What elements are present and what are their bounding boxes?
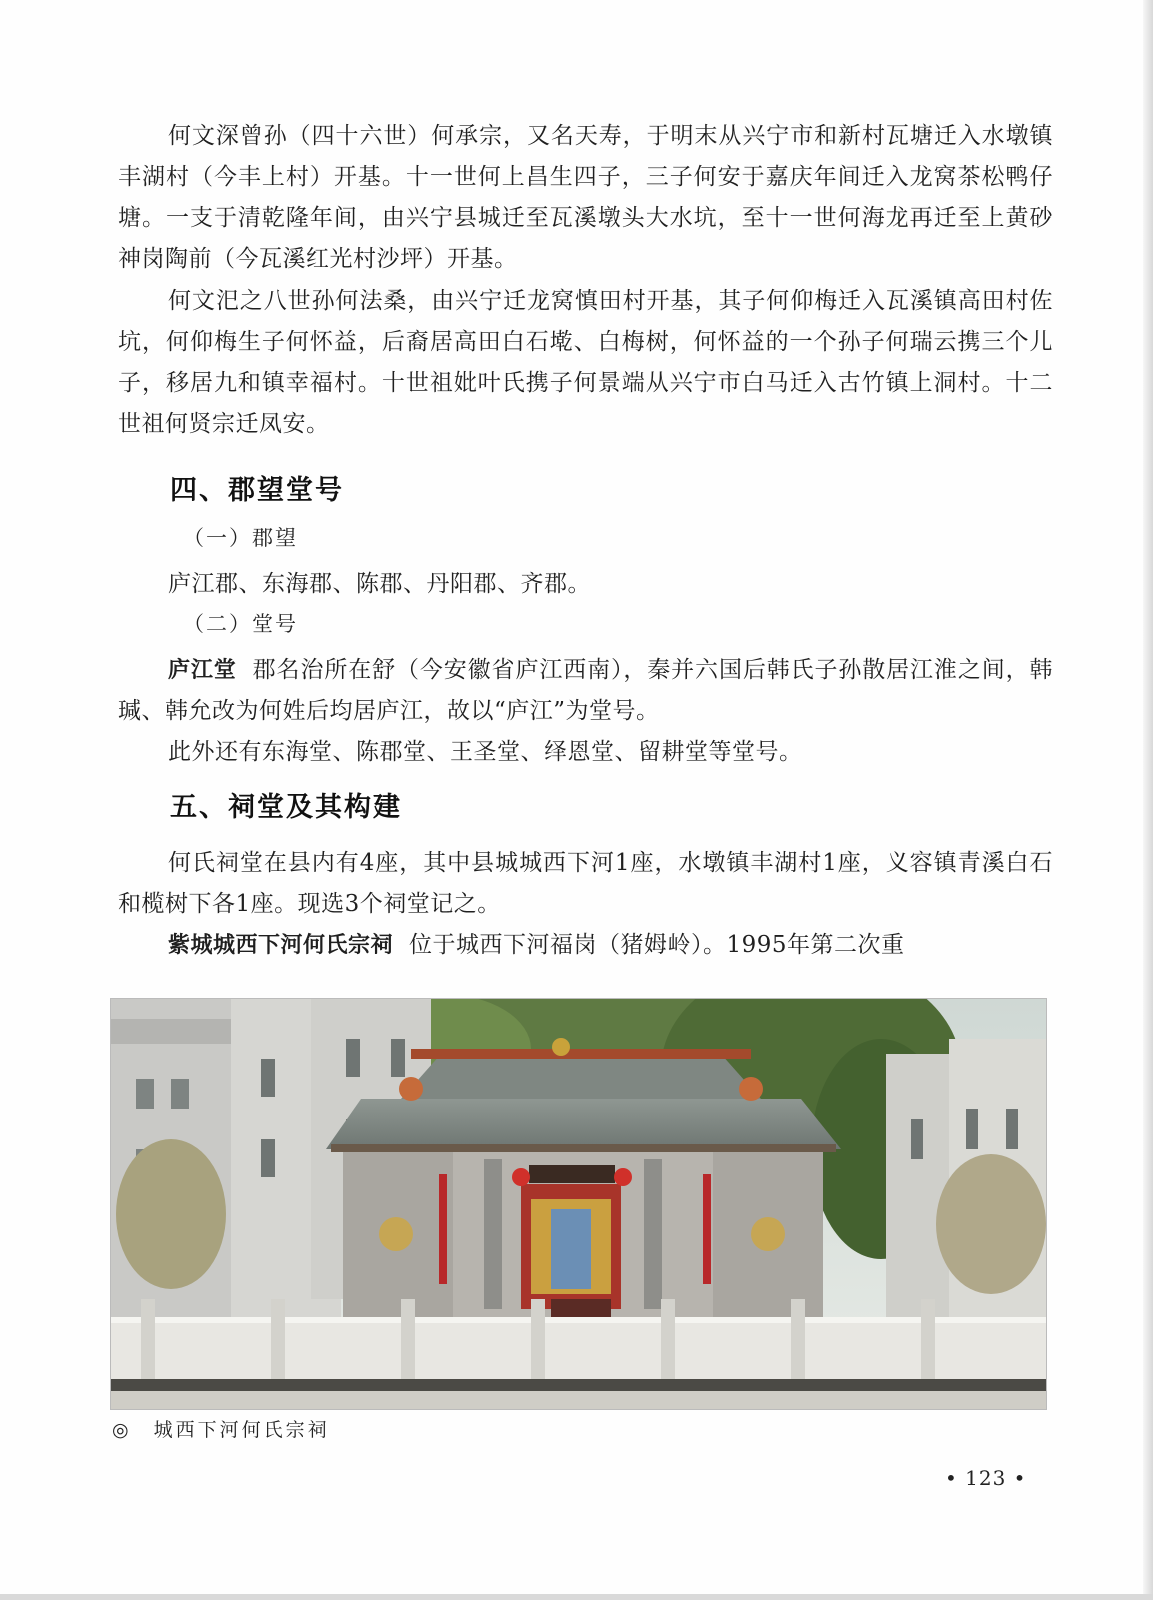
xiahe-lead-term: 紫城城西下河何氏宗祠 xyxy=(168,933,394,958)
ancestral-hall-photo xyxy=(110,998,1047,1410)
paragraph-2-text: 何文汜之八世孙何法桑，由兴宁迁龙窝慎田村开基，其子何仰梅迁入瓦溪镇高田村佐坑，何仰梅生子何怀益，后裔居高田白石墘、白梅树，何怀益的一个孙子何瑞云携三个儿子，移居九和镇幸福村。十世祖妣叶氏携子何景端从兴宁市白马迁入古竹镇上洞村。十二世祖何贤宗迁凤安。 xyxy=(118,288,1053,437)
paragraph-xiahe-temple xyxy=(118,925,1053,966)
lujiang-paragraph xyxy=(118,650,1053,732)
lujiang-body: 郡名治所在舒（今安徽省庐江西南），秦并六国后韩氏子孙散居江淮之间，韩瑊、韩允改为何姓后均居庐江，故以“庐江”为堂号。 xyxy=(118,657,1053,724)
xiahe-body: 位于城西下河福岗（猪姆岭）。1995年第二次重 xyxy=(409,932,905,958)
section-4-heading: 四、郡望堂号 xyxy=(170,475,344,506)
junwang-text: 庐江郡、东海郡、陈郡、丹阳郡、齐郡。 xyxy=(168,571,591,597)
page-edge-shadow xyxy=(1143,0,1153,1600)
ancestral-hall-illustration xyxy=(111,999,1046,1409)
ancestral-halls-text: 何氏祠堂在县内有4座，其中县城城西下河1座，水墩镇丰湖村1座，义容镇青溪白石和榄树下各1座。现选3个祠堂记之。 xyxy=(118,850,1053,917)
paragraph-ancestral-halls xyxy=(118,843,1053,925)
subheading-tanghao: （二）堂号 xyxy=(183,612,298,636)
figure-caption xyxy=(112,1415,330,1442)
paragraph-he-fasang xyxy=(118,281,1053,445)
paragraph-1-text: 何文深曾孙（四十六世）何承宗，又名天寿，于明末从兴宁市和新村瓦塘迁入水墩镇丰湖村（今丰上村）开基。十一世何上昌生四子，三子何安于嘉庆年间迁入龙窝茶松鸭仔塘。一支于清乾隆年间，由兴宁县城迁至瓦溪墩头大水坑，至十一世何海龙再迁至上黄砂神岗陶前（今瓦溪红光村沙坪）开基。 xyxy=(118,123,1053,272)
page-bottom-shadow xyxy=(0,1594,1153,1600)
paragraph-other-halls xyxy=(118,732,1053,773)
lujiang-lead-term: 庐江堂 xyxy=(168,658,237,683)
caption-marker: ◎ xyxy=(112,1419,132,1441)
xiahe-paragraph xyxy=(118,925,1053,966)
paragraph-he-chengzong xyxy=(118,116,1053,280)
other-halls-text: 此外还有东海堂、陈郡堂、王圣堂、绎恩堂、留耕堂等堂号。 xyxy=(168,739,803,765)
section-5-heading: 五、祠堂及其构建 xyxy=(170,792,402,823)
subheading-junwang: （一）郡望 xyxy=(183,526,298,550)
page-number: • 123 • xyxy=(945,1466,1027,1490)
caption-text: 城西下河何氏宗祠 xyxy=(153,1419,330,1441)
paragraph-lujiang-tang xyxy=(118,650,1053,732)
junwang-list xyxy=(118,564,1053,605)
